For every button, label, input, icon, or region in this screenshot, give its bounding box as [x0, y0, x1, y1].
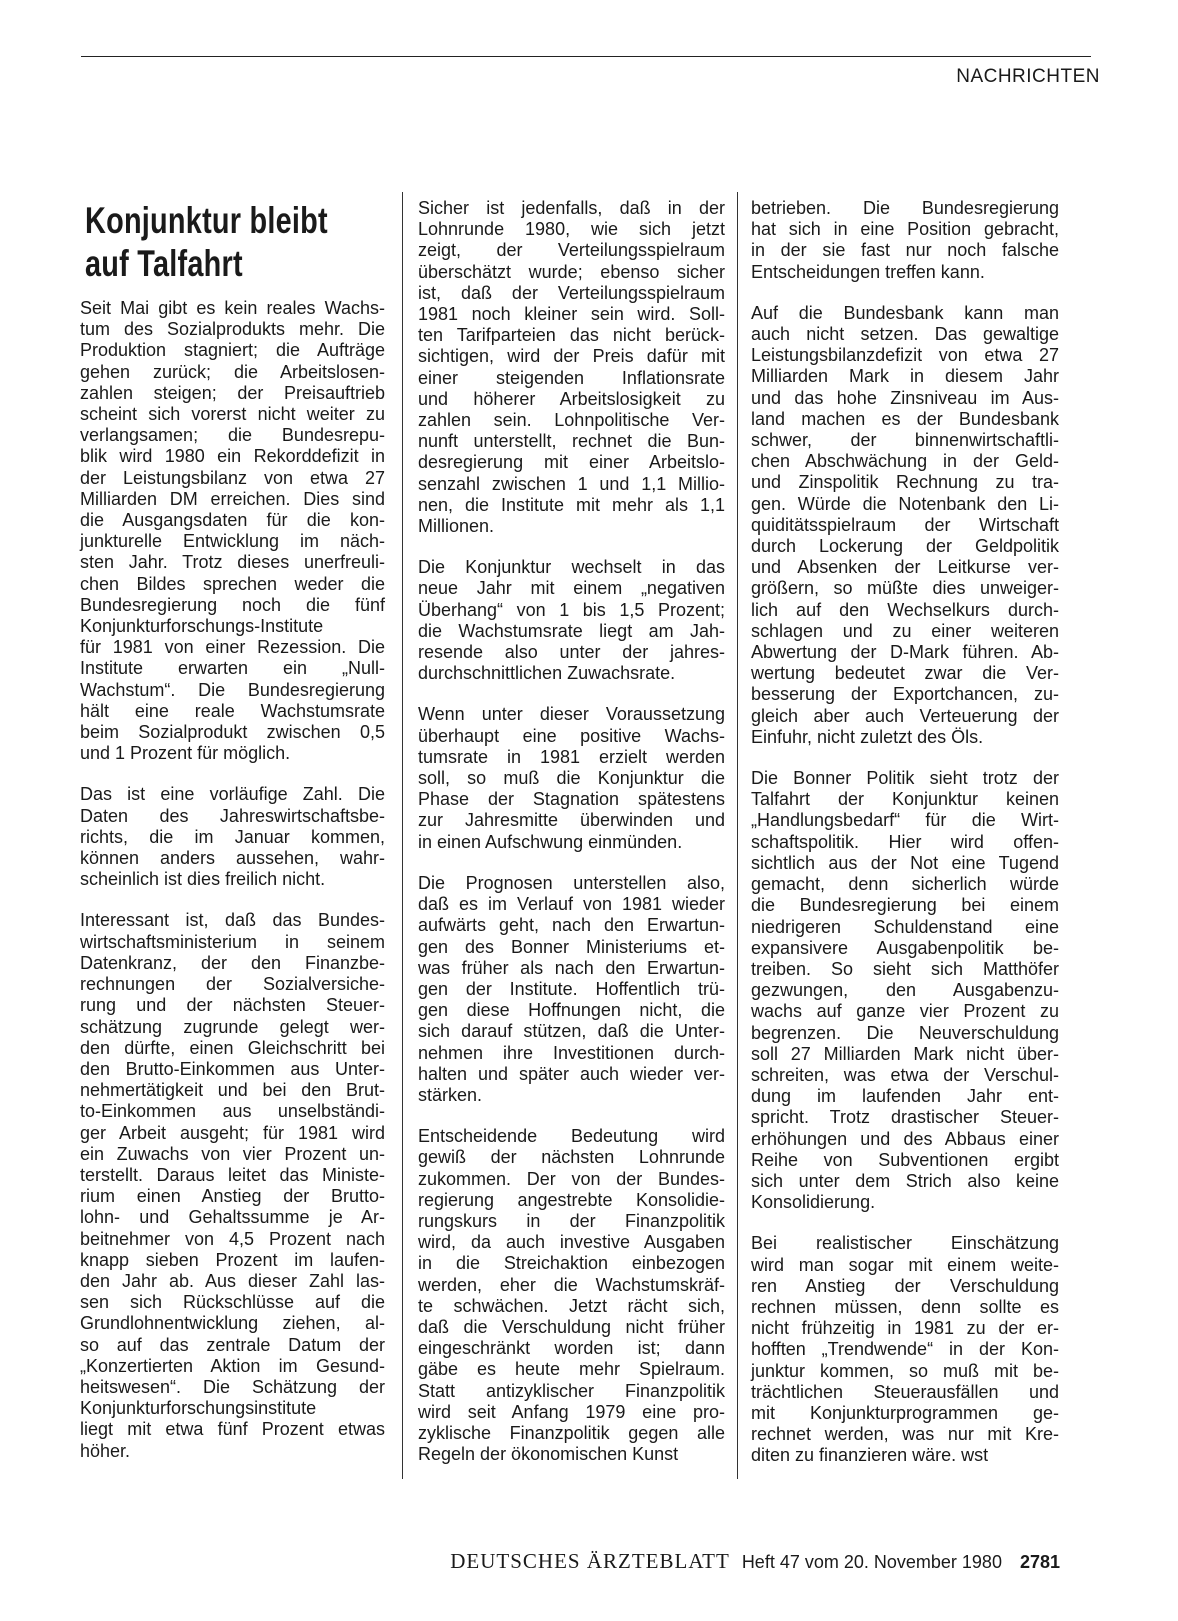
- text-line: aufwärts geht, nach den Erwartun-: [418, 915, 725, 936]
- text-line: lich auf den Wechselkurs durch-: [751, 599, 1059, 620]
- text-line: junkturelle Entwicklung im näch-: [80, 531, 385, 552]
- text-line: blik wird 1980 ein Rekorddefizit in: [80, 446, 385, 467]
- text-line: schätzung zugrunde gelegt wer-: [80, 1016, 385, 1037]
- text-line: te schwächen. Jetzt rächt sich,: [418, 1295, 725, 1316]
- text-line: mit Konjunkturprogrammen ge-: [751, 1402, 1059, 1423]
- text-line: sich unter dem Strich also keine: [751, 1170, 1059, 1191]
- text-line: nicht frühzeitig in 1981 zu der er-: [751, 1318, 1059, 1339]
- text-line: Milliarden DM erreichen. Dies sind: [80, 488, 385, 509]
- text-line: nunft unterstellt, rechnet die Bun-: [418, 431, 725, 452]
- text-line: desregierung mit einer Arbeitslo-: [418, 452, 725, 473]
- text-line: Grundlohnentwicklung ziehen, al-: [80, 1313, 385, 1334]
- text-line: der Leistungsbilanz von etwa 27: [80, 467, 385, 488]
- top-rule: [81, 56, 1091, 57]
- text-line: zahlen steigen; der Preisauftrieb: [80, 382, 385, 403]
- text-line: können anders aussehen, wahr-: [80, 848, 385, 869]
- text-line: chen Bildes sprechen weder die: [80, 573, 385, 594]
- text-line: soll 27 Milliarden Mark nicht über-: [751, 1043, 1059, 1064]
- text-line: richts, die im Januar kommen,: [80, 826, 385, 847]
- text-line: Leistungsbilanzdefizit von etwa 27: [751, 345, 1059, 366]
- text-line: Konjunkturforschungsinstitute: [80, 1398, 317, 1419]
- article-paragraph: [80, 784, 385, 890]
- text-line: gezwungen, den Ausgabenzu-: [751, 980, 1059, 1001]
- article-paragraph: [418, 1126, 725, 1465]
- text-line: terstellt. Daraus leitet das Ministe-: [80, 1164, 385, 1185]
- text-line: diten zu finanzieren wäre. wst: [751, 1445, 989, 1466]
- publication-name: DEUTSCHES ÄRZTEBLATT: [450, 1549, 730, 1573]
- text-line: Phase der Stagnation spätestens: [418, 789, 725, 810]
- article-paragraph: [418, 557, 725, 684]
- text-line: besserung der Exportchancen, zu-: [751, 684, 1059, 705]
- text-line: größern, so müßte dies unweiger-: [751, 578, 1059, 599]
- text-line: daß die Verschuldung nicht früher: [418, 1316, 725, 1337]
- text-line: Bei realistischer Einschätzung: [751, 1233, 1059, 1254]
- text-line: schlagen und zu einer weiteren: [751, 620, 1059, 641]
- text-line: Daten des Jahreswirtschaftsbe-: [80, 805, 385, 826]
- text-line: heitswesen“. Die Schätzung der: [80, 1376, 385, 1397]
- text-line: gen der Institute. Hoffentlich trü-: [418, 978, 725, 999]
- page-number: 2781: [1019, 1552, 1060, 1572]
- text-line: nehmertätigkeit und bei den Brut-: [80, 1080, 385, 1101]
- page-footer: [450, 1549, 1060, 1574]
- text-line: Lohnrunde 1980, wie sich jetzt: [418, 219, 725, 240]
- text-line: ein Zuwachs von vier Prozent un-: [80, 1143, 385, 1164]
- text-line: quiditätsspielraum der Wirtschaft: [751, 514, 1059, 535]
- column-divider: [402, 192, 403, 1479]
- text-line: nen, die Institute mit mehr als 1,1: [418, 494, 725, 515]
- text-line: rechnungen der Sozialversiche-: [80, 974, 385, 995]
- text-line: Die Prognosen unterstellen also,: [418, 872, 725, 893]
- text-line: halten und später auch wieder ver-: [418, 1063, 725, 1084]
- text-line: tumsrate in 1981 erzielt werden: [418, 746, 725, 767]
- text-line: Datenkranz, der den Finanzbe-: [80, 952, 385, 973]
- text-line: gemacht, denn sicherlich würde: [751, 874, 1059, 895]
- text-line: überschätzt wurde; ebenso sicher: [418, 261, 725, 282]
- article-paragraph: [751, 768, 1059, 1213]
- text-line: Entscheidungen treffen kann.: [751, 261, 985, 282]
- text-line: rungskurs in der Finanzpolitik: [418, 1210, 725, 1231]
- text-line: Einfuhr, nicht zuletzt des Öls.: [751, 726, 984, 747]
- text-line: sichtigen, wird der Preis dafür mit: [418, 346, 725, 367]
- text-line: Konjunkturforschungs-Institute: [80, 616, 324, 637]
- text-line: gäbe es heute mehr Spielraum.: [418, 1359, 725, 1380]
- text-line: zukommen. Der von der Bundes-: [418, 1168, 725, 1189]
- text-line: begrenzen. Die Neuverschuldung: [751, 1022, 1059, 1043]
- text-line: werden, eher die Wachstumskräf-: [418, 1274, 725, 1295]
- text-line: rechnen müssen, denn sollte es: [751, 1296, 1059, 1317]
- text-line: Bundesregierung noch die fünf: [80, 594, 385, 615]
- article-paragraph: [418, 198, 725, 537]
- text-line: Millionen.: [418, 516, 495, 537]
- text-line: rung und der nächsten Steuer-: [80, 995, 385, 1016]
- text-line: Wachstum“. Die Bundesregierung: [80, 679, 385, 700]
- text-line: Talfahrt der Konjunktur keinen: [751, 789, 1059, 810]
- text-line: tum des Sozialprodukts mehr. Die: [80, 319, 385, 340]
- text-line: einer steigenden Inflationsrate: [418, 367, 725, 388]
- text-line: ger Arbeit ausgeht; für 1981 wird: [80, 1122, 385, 1143]
- article-paragraph: [418, 873, 725, 1106]
- text-line: Institute erwarten ein „Null-: [80, 658, 385, 679]
- text-line: ren Anstieg der Verschuldung: [751, 1275, 1059, 1296]
- text-line: resende also unter der jahres-: [418, 642, 725, 663]
- text-line: expansivere Ausgabenpolitik be-: [751, 937, 1059, 958]
- text-line: wird, da auch investive Ausgaben: [418, 1232, 725, 1253]
- text-line: sich darauf stützen, daß die Unter-: [418, 1021, 725, 1042]
- text-line: zeigt, der Verteilungsspielraum: [418, 240, 725, 261]
- text-line: senzahl zwischen 1 und 1,1 Millio-: [418, 473, 725, 494]
- issue-info: Heft 47 vom 20. November 1980: [741, 1552, 1002, 1572]
- text-line: junktur kommen, so muß mit be-: [751, 1360, 1059, 1381]
- text-line: gen. Würde die Notenbank den Li-: [751, 493, 1059, 514]
- article-column-3: [751, 198, 1059, 1487]
- text-line: so auf das zentrale Datum der: [80, 1334, 385, 1355]
- text-line: dung im laufenden Jahr ent-: [751, 1086, 1059, 1107]
- text-line: Auf die Bundesbank kann man: [751, 302, 1059, 323]
- text-line: trächtlichen Steuerausfällen und: [751, 1381, 1059, 1402]
- text-line: zur Jahresmitte überwinden und: [418, 810, 725, 831]
- text-line: Die Bonner Politik sieht trotz der: [751, 768, 1059, 789]
- text-line: schwer, der binnenwirtschaftli-: [751, 430, 1059, 451]
- text-line: was früher als nach den Erwartun-: [418, 957, 725, 978]
- text-line: betrieben. Die Bundesregierung: [751, 198, 1059, 218]
- article-paragraph: [751, 1233, 1059, 1466]
- text-line: in der sie fast nur noch falsche: [751, 240, 1059, 261]
- text-line: „Handlungsbedarf“ für die Wirt-: [751, 810, 1059, 831]
- text-line: nehmen ihre Investitionen durch-: [418, 1042, 725, 1063]
- text-line: to-Einkommen aus unselbständi-: [80, 1101, 385, 1122]
- text-line: stärken.: [418, 1084, 483, 1105]
- text-line: Abwertung der D-Mark führen. Ab-: [751, 642, 1059, 663]
- text-line: Die Konjunktur wechselt in das: [418, 557, 725, 578]
- text-line: gen des Bonner Ministeriums et-: [418, 936, 725, 957]
- article-paragraph: [80, 298, 385, 764]
- text-line: chen Abschwächung in der Geld-: [751, 451, 1059, 472]
- text-line: ten Tarifparteien das nicht berück-: [418, 325, 725, 346]
- text-line: scheinlich ist dies freilich nicht.: [80, 869, 326, 890]
- article-column-1: [80, 298, 385, 1482]
- text-line: wirtschaftsministerium in seinem: [80, 931, 385, 952]
- text-line: den dürfte, einen Gleichschritt bei: [80, 1037, 385, 1058]
- article-paragraph: [418, 704, 725, 852]
- text-line: „Konzertierten Aktion im Gesund-: [80, 1355, 385, 1376]
- text-line: die Ausgangsdaten für die kon-: [80, 510, 385, 531]
- text-line: niedrigeren Schuldenstand eine: [751, 916, 1059, 937]
- text-line: höher.: [80, 1440, 131, 1461]
- column-divider: [737, 192, 738, 1479]
- text-line: zahlen sein. Lohnpolitische Ver-: [418, 410, 725, 431]
- text-line: lohn- und Gehaltssumme je Ar-: [80, 1207, 385, 1228]
- text-line: verlangsamen; die Bundesrepu-: [80, 425, 385, 446]
- text-line: Regeln der ökonomischen Kunst: [418, 1444, 679, 1465]
- text-line: Das ist eine vorläufige Zahl. Die: [80, 784, 385, 805]
- text-line: hält eine reale Wachstumsrate: [80, 700, 385, 721]
- text-line: eingeschränkt worden ist; dann: [418, 1338, 725, 1359]
- text-line: wachs auf ganze vier Prozent zu: [751, 1001, 1059, 1022]
- text-line: Reihe von Subventionen ergibt: [751, 1149, 1059, 1170]
- text-line: beim Sozialprodukt zwischen 0,5: [80, 722, 385, 743]
- text-line: die Bundesregierung bei einem: [751, 895, 1059, 916]
- text-line: sichtlich aus der Not eine Tugend: [751, 852, 1059, 873]
- text-line: beitnehmer von 4,5 Prozent nach: [80, 1228, 385, 1249]
- article-column-2: [418, 198, 725, 1485]
- article-paragraph: [751, 303, 1059, 748]
- text-line: wertung bedeutet zwar die Ver-: [751, 663, 1059, 684]
- text-line: zyklische Finanzpolitik gegen alle: [418, 1422, 725, 1443]
- text-line: Milliarden Mark in diesem Jahr: [751, 366, 1059, 387]
- text-line: rium einen Anstieg der Brutto-: [80, 1186, 385, 1207]
- text-line: und 1 Prozent für möglich.: [80, 743, 291, 764]
- text-line: liegt mit etwa fünf Prozent etwas: [80, 1419, 385, 1440]
- text-line: die Wachstumsrate liegt am Jah-: [418, 620, 725, 641]
- text-line: land machen es der Bundesbank: [751, 408, 1059, 429]
- text-line: gleich aber auch Verteuerung der: [751, 705, 1059, 726]
- text-line: regierung angestrebte Konsolidie-: [418, 1189, 725, 1210]
- text-line: hat sich in eine Position gebracht,: [751, 219, 1059, 240]
- text-line: Entscheidende Bedeutung wird: [418, 1126, 725, 1147]
- text-line: Seit Mai gibt es kein reales Wachs-: [80, 298, 385, 318]
- text-line: erhöhungen und des Abbaus einer: [751, 1128, 1059, 1149]
- text-line: neue Jahr mit einem „negativen: [418, 578, 725, 599]
- text-line: den Brutto-Einkommen aus Unter-: [80, 1058, 385, 1079]
- text-line: und Absenken der Leitkurse ver-: [751, 557, 1059, 578]
- text-line: Wenn unter dieser Voraussetzung: [418, 704, 725, 725]
- text-line: in einen Aufschwung einmünden.: [418, 831, 683, 852]
- text-line: und höherer Arbeitslosigkeit zu: [418, 388, 725, 409]
- text-line: gewiß der nächsten Lohnrunde: [418, 1147, 725, 1168]
- text-line: 1981 noch kleiner sein wird. Soll-: [418, 304, 725, 325]
- text-line: wird man sogar mit einem weite-: [751, 1254, 1059, 1275]
- text-line: wird seit Anfang 1979 eine pro-: [418, 1401, 725, 1422]
- text-line: auch nicht setzen. Das gewaltige: [751, 324, 1059, 345]
- headline-line: Konjunktur bleibt: [85, 200, 328, 241]
- text-line: daß es im Verlauf von 1981 wieder: [418, 894, 725, 915]
- article-paragraph: [80, 910, 385, 1461]
- section-label: NACHRICHTEN: [956, 66, 1100, 87]
- text-line: Konsolidierung.: [751, 1192, 876, 1213]
- text-line: soll, so muß die Konjunktur die: [418, 768, 725, 789]
- text-line: spricht. Trotz drastischer Steuer-: [751, 1107, 1059, 1128]
- headline-line: auf Talfahrt: [85, 243, 243, 284]
- text-line: Interessant ist, daß das Bundes-: [80, 910, 385, 931]
- text-line: Statt antizyklischer Finanzpolitik: [418, 1380, 725, 1401]
- text-line: treiben. So sieht sich Matthöfer: [751, 958, 1059, 979]
- text-line: sten Jahr. Trotz dieses unerfreuli-: [80, 552, 385, 573]
- text-line: durch Lockerung der Geldpolitik: [751, 536, 1059, 557]
- text-line: durchschnittlichen Zuwachsrate.: [418, 663, 676, 684]
- text-line: für 1981 von einer Rezession. Die: [80, 637, 385, 658]
- text-line: ist, daß der Verteilungsspielraum: [418, 282, 725, 303]
- text-line: überhaupt eine positive Wachs-: [418, 725, 725, 746]
- text-line: gen diese Hoffnungen nicht, die: [418, 1000, 725, 1021]
- text-line: sen sich Rückschlüsse auf die: [80, 1292, 385, 1313]
- article-paragraph: [751, 198, 1059, 283]
- text-line: den Jahr ab. Aus dieser Zahl las-: [80, 1270, 385, 1291]
- text-line: gehen zurück; die Arbeitslosen-: [80, 361, 385, 382]
- text-line: scheint sich vorerst nicht weiter zu: [80, 404, 385, 425]
- text-line: hofften „Trendwende“ in der Kon-: [751, 1339, 1059, 1360]
- text-line: Produktion stagniert; die Aufträge: [80, 340, 385, 361]
- article-headline: [85, 199, 327, 285]
- text-line: Sicher ist jedenfalls, daß in der: [418, 198, 725, 218]
- text-line: in die Streichaktion einbezogen: [418, 1253, 725, 1274]
- text-line: Überhang“ von 1 bis 1,5 Prozent;: [418, 599, 725, 620]
- text-line: rechnet werden, was nur mit Kre-: [751, 1424, 1059, 1445]
- text-line: und Zinspolitik Rechnung zu tra-: [751, 472, 1059, 493]
- text-line: schreiten, was etwa der Verschul-: [751, 1064, 1059, 1085]
- text-line: knapp sieben Prozent im laufen-: [80, 1249, 385, 1270]
- text-line: schaftspolitik. Hier wird offen-: [751, 831, 1059, 852]
- text-line: und das hohe Zinsniveau im Aus-: [751, 387, 1059, 408]
